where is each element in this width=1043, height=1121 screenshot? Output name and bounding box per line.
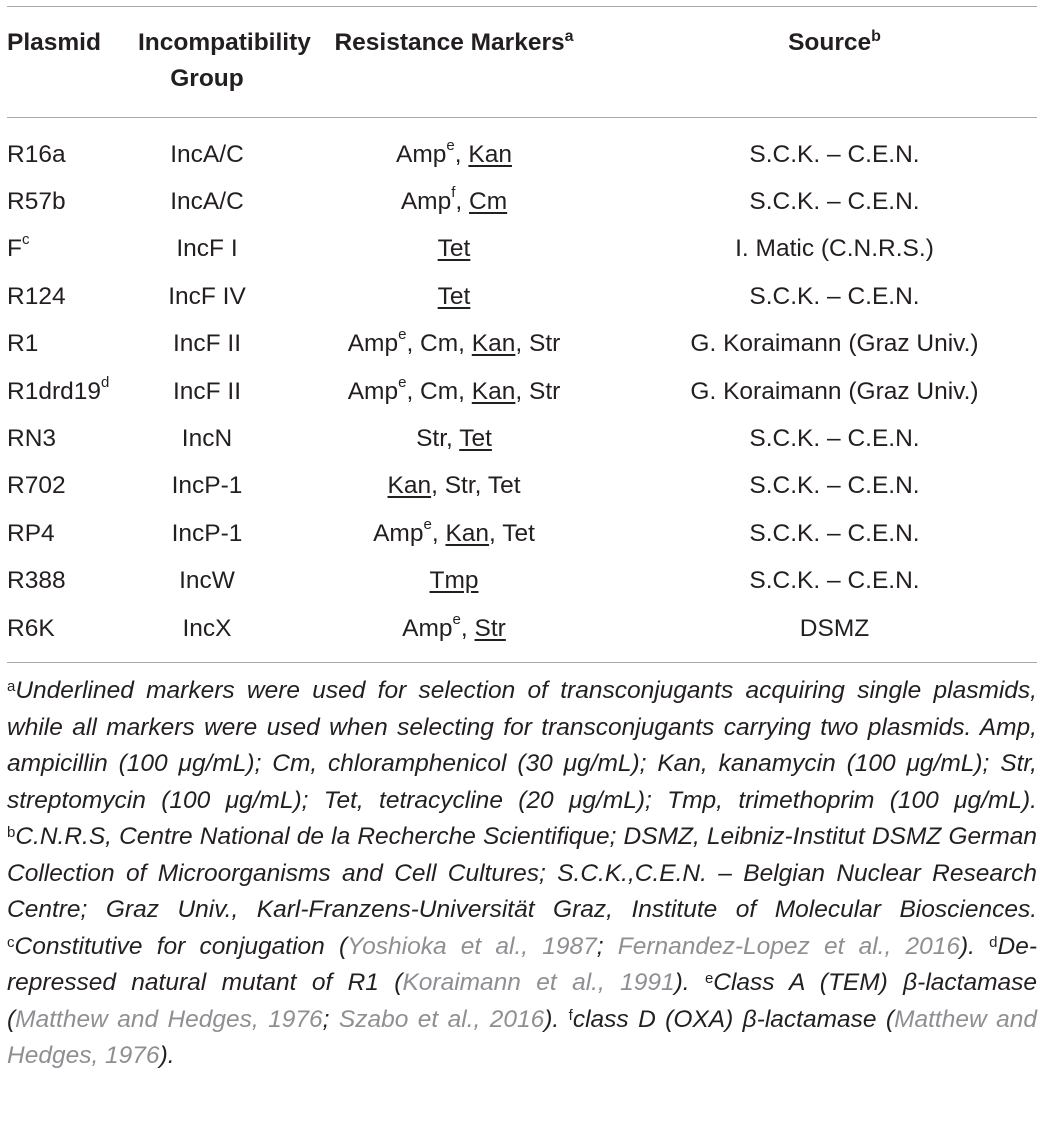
marker-text: Amp [400,188,452,216]
footnote-text: Class A (TEM) β-lactamase ( [7,969,1037,1033]
reference-link: Matthew and Hedges, 1976 [15,1005,323,1033]
marker-text: Amp [347,330,399,358]
cell-source [632,415,1037,462]
marker-footnote-mark: f [451,184,456,202]
reference-link: Matthew and Hedges, 1976 [7,1005,1037,1070]
source-value: S.C.K. – C.E.N. [749,472,920,500]
bottom-rule [7,662,1037,663]
footnote-text: Underlined markers were used for selection of transconjugants acquiring single plasmids, while all markers were used when selecting for transconjugants carrying two plasmids. Amp, ampicillin (100 μg/mL); Cm, chloramphenicol (30 μg/mL); Kan, kanamycin (100 μg/mL); Str, streptomycin (100 μg/mL); Tet, tetracycline (20 μg/mL); Tmp, trimethoprim (100 μg/mL). [7,677,1037,814]
table-row [7,226,1037,273]
cell-plasmid [7,463,138,510]
selection-marker: Kan [471,377,516,405]
marker-footnote-mark: e [398,326,407,344]
footnote-text: De-repressed natural mutant of R1 ( [7,932,1037,997]
marker-text: , Tet [489,519,535,547]
reference-link: Yoshioka et al., 1987 [347,932,597,960]
group-value: IncA/C [170,140,244,168]
cell-incompatibility-group [138,415,276,462]
cell-resistance-markers [276,368,632,415]
source-value: S.C.K. – C.E.N. [749,188,920,216]
table-container [7,6,1037,1075]
footnote-tail: ). [159,1042,175,1070]
cell-resistance-markers [276,226,632,273]
selection-marker: Tet [459,425,492,453]
header-row [7,7,1037,117]
source-value: G. Koraimann (Graz Univ.) [690,330,979,358]
marker-text: , [454,140,469,168]
cell-plasmid [7,178,138,225]
group-value: IncA/C [170,188,244,216]
cell-incompatibility-group [138,368,276,415]
source-value: S.C.K. – C.E.N. [749,567,920,595]
marker-text: , [455,188,470,216]
cell-source [632,178,1037,225]
cell-resistance-markers [276,463,632,510]
cell-plasmid [7,368,138,415]
plasmid-name: R1drd19 [7,377,101,405]
marker-text: , [460,614,475,642]
cell-plasmid [7,558,138,605]
table-body [7,117,1037,662]
selection-marker: Tet [437,235,471,263]
cell-incompatibility-group [138,117,276,178]
marker-text: , Str [515,330,561,358]
footnote-mark: b [7,824,16,842]
marker-text: Amp [396,140,447,168]
marker-text: Amp [373,519,424,547]
header-incompatibility-group: Incompatibility Group [138,29,311,92]
plasmid-name: R1 [7,330,39,358]
cell-resistance-markers [276,605,632,662]
selection-marker: Tet [437,282,471,310]
plasmid-name: RP4 [7,519,55,547]
table-row [7,463,1037,510]
cell-source [632,368,1037,415]
group-value: IncF IV [168,282,246,310]
source-value: I. Matic (C.N.R.S.) [735,235,934,263]
header-source: Source$^b$ [788,28,881,56]
table-row [7,510,1037,557]
marker-text: , Cm, [406,330,472,358]
selection-marker: Str [474,614,506,642]
plasmid-name: R124 [7,282,66,310]
table-footnotes [7,673,1037,1075]
cell-resistance-markers [276,273,632,320]
marker-text: , Str [515,377,561,405]
cell-plasmid [7,415,138,462]
group-value: IncF II [172,377,242,405]
cell-incompatibility-group [138,463,276,510]
marker-footnote-mark: e [446,136,455,154]
cell-resistance-markers [276,321,632,368]
reference-link: Szabo et al., 2016 [338,1005,545,1033]
cell-resistance-markers [276,178,632,225]
cell-source [632,510,1037,557]
cell-source [632,321,1037,368]
header-plasmid: Plasmid [7,29,101,56]
source-value: S.C.K. – C.E.N. [749,140,920,168]
cell-resistance-markers [276,117,632,178]
cell-source [632,273,1037,320]
plasmid-table [7,7,1037,662]
plasmid-footnote-mark: c [21,231,30,249]
cell-resistance-markers [276,415,632,462]
cell-incompatibility-group [138,273,276,320]
footnote-mark: c [7,933,15,951]
cell-incompatibility-group [138,321,276,368]
selection-marker: Kan [387,472,432,500]
cell-plasmid [7,117,138,178]
reference-separator: ; [596,932,618,960]
reference-separator: ; [322,1005,339,1033]
plasmid-name: R6K [7,614,55,642]
reference-link: Fernandez-Lopez et al., 2016 [617,932,960,960]
marker-text: , [431,519,446,547]
group-value: IncF II [172,330,242,358]
table-row [7,273,1037,320]
plasmid-name: R57b [7,188,66,216]
cell-incompatibility-group [138,226,276,273]
marker-text: Amp [347,377,399,405]
cell-plasmid [7,321,138,368]
marker-text: , Cm, [406,377,472,405]
selection-marker: Kan [445,519,490,547]
cell-source [632,605,1037,662]
source-value: DSMZ [799,614,870,642]
marker-footnote-mark: e [398,373,407,391]
cell-resistance-markers [276,558,632,605]
cell-plasmid [7,605,138,662]
selection-marker: Tmp [429,567,479,595]
source-value: S.C.K. – C.E.N. [749,519,920,547]
footnote-tail: ). [544,1005,569,1033]
header-rule [7,117,1037,118]
selection-marker: Cm [469,188,508,216]
table-row [7,415,1037,462]
source-value: S.C.K. – C.E.N. [749,282,920,310]
plasmid-name: R16a [7,140,66,168]
source-value: S.C.K. – C.E.N. [749,425,920,453]
footnote-mark: f [568,1006,573,1024]
cell-source [632,117,1037,178]
cell-plasmid [7,273,138,320]
cell-resistance-markers [276,510,632,557]
header-resistance-markers: Resistance Markers$^a$ [334,28,574,56]
cell-source [632,226,1037,273]
cell-incompatibility-group [138,178,276,225]
marker-text: Amp [402,614,453,642]
group-value: IncF I [176,235,238,263]
plasmid-name: R388 [7,567,66,595]
reference-link: Koraimann et al., 1991 [402,969,675,997]
cell-source [632,463,1037,510]
group-value: IncP-1 [171,472,243,500]
table-row [7,117,1037,178]
table-row [7,558,1037,605]
group-value: IncW [179,567,235,595]
footnote-tail: ). [674,969,705,997]
selection-marker: Kan [468,140,512,168]
marker-text: Str, [416,425,460,453]
cell-plasmid [7,226,138,273]
table-row [7,178,1037,225]
cell-incompatibility-group [138,605,276,662]
cell-incompatibility-group [138,510,276,557]
plasmid-footnote-mark: d [100,373,110,391]
footnote-text: C.N.R.S, Centre National de la Recherche Scientifique; DSMZ, Leibniz-Institut DSMZ German Collection of Microorganisms and Cell Cultures; S.C.K.,C.E.N. – Belgian Nuclear Research Centre; Graz Univ., Karl-Franzens-Universität Graz, Institute of Molecular Biosciences. [7,823,1037,924]
group-value: IncN [181,425,233,453]
footnote-mark: e [704,970,714,988]
footnote-mark: d [989,933,998,951]
marker-text: , Str, Tet [431,472,521,500]
footnote-tail: ). [960,932,990,960]
footnote-mark: a [7,678,16,696]
source-value: G. Koraimann (Graz Univ.) [690,377,979,405]
table-row [7,321,1037,368]
plasmid-name: RN3 [7,425,57,453]
footnote-text: class D (OXA) β-lactamase ( [572,1005,895,1033]
group-value: IncX [182,614,232,642]
table-row [7,605,1037,662]
plasmid-name: F [7,235,22,263]
cell-incompatibility-group [138,558,276,605]
table-row [7,368,1037,415]
plasmid-name: R702 [7,472,66,500]
cell-source [632,558,1037,605]
selection-marker: Kan [471,330,516,358]
marker-footnote-mark: e [452,610,461,628]
marker-footnote-mark: e [423,515,432,533]
group-value: IncP-1 [171,519,243,547]
footnote-text: Constitutive for conjugation ( [14,932,348,960]
cell-plasmid [7,510,138,557]
